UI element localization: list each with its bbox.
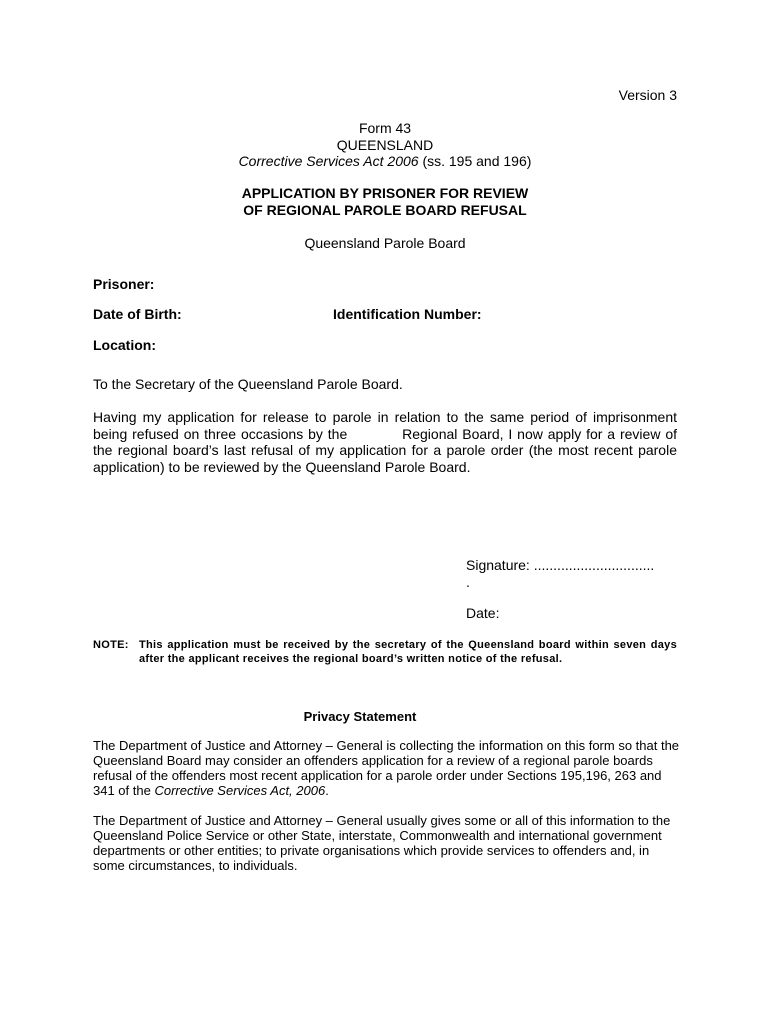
note-text: This application must be received by the secretary of the Queensland board within seven days after the applicant receives the regional board’s written notice of the refusal. (139, 639, 677, 665)
privacy-act-name: Corrective Services Act, 2006 (154, 783, 326, 798)
letter-addressee: To the Secretary of the Queensland Parole Board. (93, 376, 403, 392)
identification-number-label: Identification Number: (333, 306, 482, 322)
form-title-line2: OF REGIONAL PAROLE BOARD REFUSAL (243, 202, 527, 218)
privacy-heading: Privacy Statement (303, 709, 417, 724)
signature-continuation: . (466, 574, 470, 590)
state-heading: QUEENSLAND (336, 137, 434, 153)
note-label: NOTE: (93, 639, 129, 651)
privacy-paragraph-1-text: The Department of Justice and Attorney – General is collecting the information on this form so that the Queensland Board may consider an offenders application for a review of a regional parole boards refusal of the offenders most recent application for a parole order under Sections 195,196, 263 and 341 of the (93, 738, 680, 798)
act-sections: (ss. 195 and 196) (422, 153, 532, 169)
application-body-part1: Having my application for release to parole in relation to the same period of imprisonment being refused on three occasions by the (93, 409, 677, 442)
privacy-paragraph-1 (93, 738, 683, 798)
version-label: Version 3 (618, 87, 677, 103)
date-line: Date: (466, 605, 500, 621)
privacy-paragraph-1-end: . (325, 783, 329, 798)
location-label: Location: (93, 337, 156, 353)
note-block (93, 638, 677, 666)
form-number: Form 43 (358, 120, 412, 136)
privacy-paragraph-2: The Department of Justice and Attorney – General usually gives some or all of this information to the Queensland Police Service or other State, interstate, Commonwealth and international government departments or other entities; to private organisations which provide services to offenders and, in some circumstances, to individuals. (93, 813, 671, 873)
application-body-part2: Regional Board, I now apply for a review of the regional board’s last refusal of my application for a parole order (the most recent parole application) to be reviewed by the Queensland Parole Board. (93, 425, 677, 475)
board-name: Queensland Parole Board (304, 235, 466, 251)
form-title (93, 185, 677, 219)
act-reference (93, 153, 677, 169)
date-of-birth-label: Date of Birth: (93, 306, 182, 322)
prisoner-label: Prisoner: (93, 276, 155, 292)
form-title-line1: APPLICATION BY PRISONER FOR REVIEW (241, 185, 529, 201)
signature-line: Signature: ............................... (466, 557, 655, 573)
application-body (93, 409, 677, 475)
act-name: Corrective Services Act 2006 (238, 153, 419, 169)
